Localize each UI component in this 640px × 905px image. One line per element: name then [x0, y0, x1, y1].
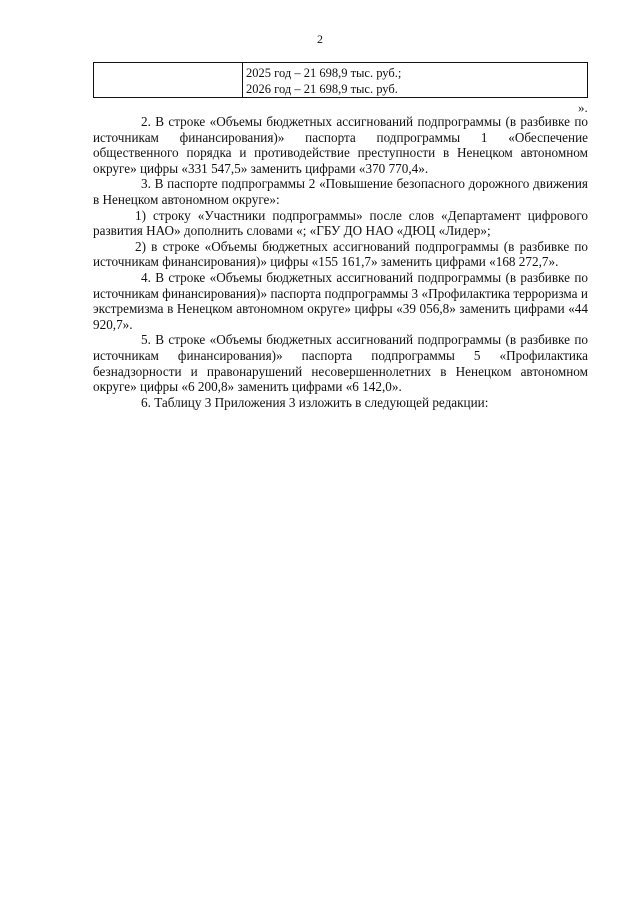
budget-table-fragment	[93, 62, 588, 98]
paragraph-subitem-2: 2) в строке «Объемы бюджетных ассигнований подпрограммы (в разбивке по источникам финансирования)» цифры «155 161,7» заменить цифрами «168 272,7».	[93, 238, 588, 270]
paragraph-item-5: 5. В строке «Объемы бюджетных ассигнований подпрограммы (в разбивке по источникам финансирования)» паспорта подпрограммы 5 «Профилактика безнадзорности и правонарушений несовершеннолетних в Ненецком автономном округе» цифры «6 200,8» заменить цифрами «6 142,0».	[93, 332, 588, 395]
paragraph-item-4: 4. В строке «Объемы бюджетных ассигнований подпрограммы (в разбивке по источникам финансирования)» паспорта подпрограммы 3 «Профилактика терроризма и экстремизма в Ненецком автономном округе» цифры «39 056,8» заменить цифрами «44 920,7».	[93, 269, 588, 332]
page-number: 2	[317, 32, 323, 46]
paragraph-subitem-1: 1) строку «Участники подпрограммы» после слов «Департамент цифрового развития НАО» дополнить словами «; «ГБУ ДО НАО «ДЮЦ «Лидер»;	[93, 207, 588, 239]
closing-quote: ».	[578, 100, 588, 115]
paragraph-item-3: 3. В паспорте подпрограммы 2 «Повышение безопасного дорожного движения в Ненецком автономном округе»:	[93, 176, 588, 207]
table-row	[94, 63, 588, 98]
table-cell-empty	[94, 63, 243, 98]
table-cell-budget	[243, 63, 588, 98]
paragraph-item-2: 2. В строке «Объемы бюджетных ассигнований подпрограммы (в разбивке по источникам финансирования)» паспорта подпрограммы 1 «Обеспечение общественного порядка и противодействие преступности в Ненецком автономном округе» цифры «331 547,5» заменить цифрами «370 770,4».	[93, 114, 588, 176]
paragraph-item-6: 6. Таблицу 3 Приложения 3 изложить в следующей редакции:	[141, 394, 489, 410]
document-body	[93, 114, 588, 410]
budget-line-2026: 2026 год – 21 698,9 тыс. руб.	[246, 82, 398, 96]
budget-line-2025: 2025 год – 21 698,9 тыс. руб.;	[246, 66, 402, 80]
